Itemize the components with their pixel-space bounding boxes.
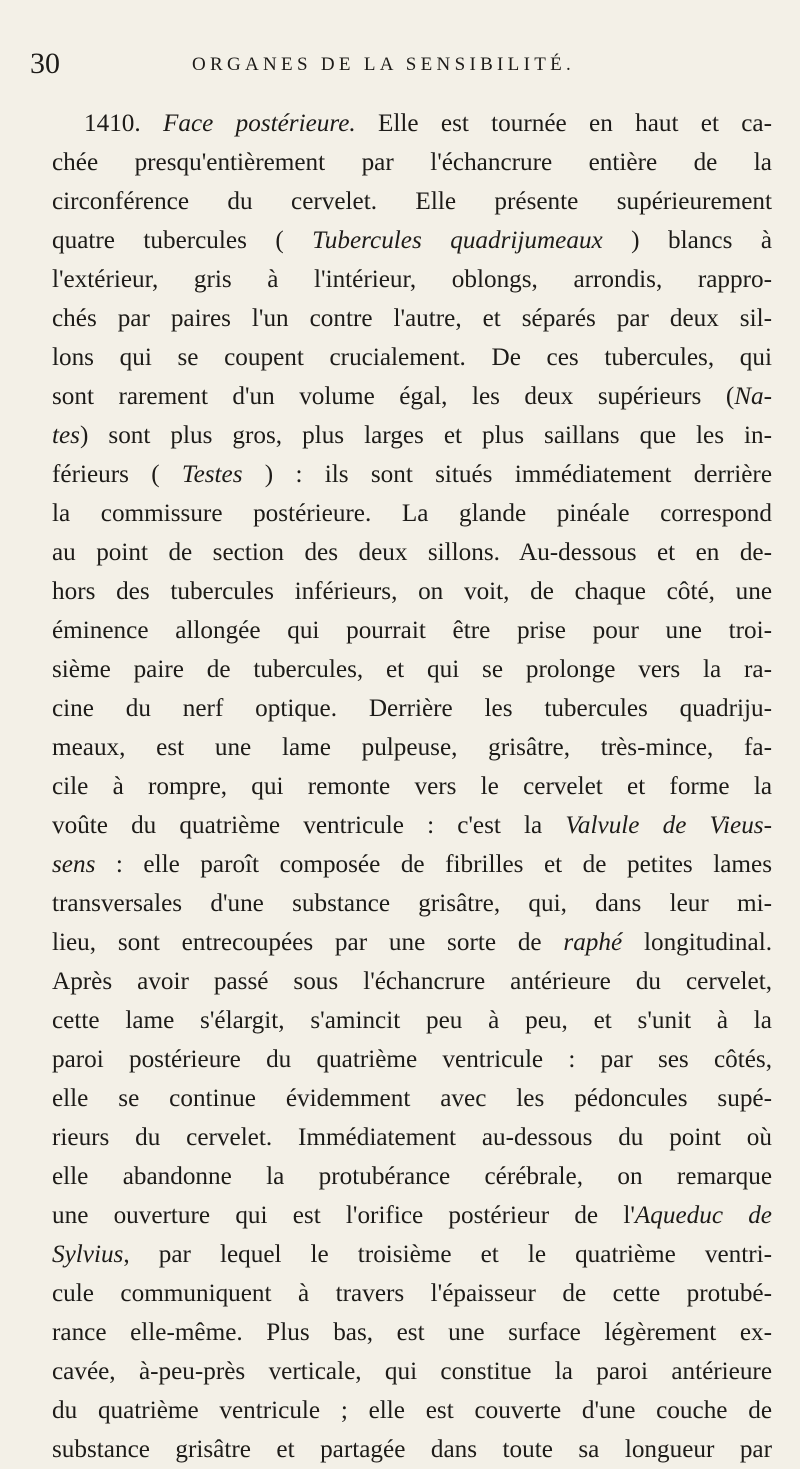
text-segment: ) : ils sont situés immédiatement derrière [242,461,772,488]
text-segment: Elle est tournée en haut et ca- [355,110,772,137]
text-line [52,1274,772,1313]
text-line [52,1352,772,1391]
text-line [52,416,772,455]
page-number: 30 [30,47,60,80]
text-segment: ) sont plus gros, plus larges et plus saillans que les in- [79,422,772,449]
text-line [52,1001,772,1040]
text-line [52,1079,772,1118]
text-line [52,494,772,533]
text-segment: transversales d'une substance grisâtre, qui, dans leur mi- [52,890,772,917]
text-line [52,338,772,377]
text-segment: sième paire de tubercules, et qui se prolonge vers la ra- [52,656,772,683]
text-segment: lieu, sont entrecoupées par une sorte de [52,929,564,956]
text-segment: du quatrième ventricule ; elle est couverte d'une couche de [52,1397,772,1424]
text-line [52,1040,772,1079]
text-line [52,962,772,1001]
text-line [52,728,772,767]
text-segment: sont rarement d'un volume égal, les deux supérieurs ( [52,383,735,410]
text-segment: chés par paires l'un contre l'autre, et séparés par deux sil- [52,305,772,332]
text-line [52,1391,772,1430]
text-segment: éminence allongée qui pourrait être prise pour une troi- [52,617,772,644]
text-line [52,1196,772,1235]
text-segment: quatre tubercules ( [52,227,313,254]
text-line [52,572,772,611]
text-segment: voûte du quatrième ventricule : c'est la [52,812,566,839]
text-line [52,884,772,923]
text-line [52,455,772,494]
text-segment: une ouverture qui est l'orifice postérieur de l' [52,1202,635,1229]
text-segment: : elle paroît composée de fibrilles et de petites lames [95,851,772,878]
text-segment: rieurs du cervelet. Immédiatement au-dessous du point où [52,1124,772,1151]
text-line [52,104,772,143]
text-segment: ) blancs à [602,227,772,254]
text-line [52,260,772,299]
text-segment: rance elle-même. Plus bas, est une surface légèrement ex- [52,1319,772,1346]
text-line [52,143,772,182]
running-head: ORGANES DE LA SENSIBILITÉ. [192,54,576,75]
italic-term: Valvule de Vieus- [565,812,772,839]
text-line [52,533,772,572]
text-line [52,221,772,260]
text-segment: 1410. [84,110,163,137]
text-segment: lons qui se coupent crucialement. De ces tubercules, qui [52,344,772,371]
text-segment: cette lame s'élargit, s'amincit peu à peu, et s'unit à la [52,1007,772,1034]
italic-term: Sylvius [52,1241,124,1268]
text-line [52,650,772,689]
italic-term: Na- [734,383,772,410]
italic-term: raphé [563,929,623,956]
italic-term: sens [52,851,96,878]
text-segment: la commissure postérieure. La glande pinéale correspond [52,500,772,527]
text-line [52,1118,772,1157]
text-segment: Après avoir passé sous l'échancrure antérieure du cervelet, [52,968,772,995]
text-line [52,1235,772,1274]
text-segment: meaux, est une lame pulpeuse, grisâtre, très-mince, fa- [52,734,772,761]
text-line [52,845,772,884]
text-line [52,923,772,962]
italic-term: Testes [181,461,243,488]
text-segment: longitudinal. [622,929,772,956]
text-segment: l'extérieur, gris à l'intérieur, oblongs, arrondis, rappro- [52,266,772,293]
text-segment: chée presqu'entièrement par l'échancrure entière de la [52,149,772,176]
italic-term: Tubercules quadrijumeaux [312,227,603,254]
text-segment: elle abandonne la protubérance cérébrale, on remarque [52,1163,772,1190]
italic-term: Aqueduc de [634,1202,772,1229]
body-text [52,104,772,1469]
text-segment: elle se continue évidemment avec les pédoncules supé- [52,1085,772,1112]
text-line [52,1157,772,1196]
text-segment: , par lequel le troisième et le quatrième ventri- [123,1241,772,1268]
text-segment: substance grisâtre et partagée dans toute sa longueur par [52,1436,772,1463]
text-line [52,182,772,221]
italic-term: tes [52,422,80,449]
italic-term: Face postérieure. [162,110,356,137]
text-line [52,1430,772,1469]
text-line [52,689,772,728]
text-segment: cavée, à-peu-près verticale, qui constitue la paroi antérieure [52,1358,772,1385]
text-line [52,611,772,650]
text-line [52,806,772,845]
text-line [52,767,772,806]
text-segment: cule communiquent à travers l'épaisseur de cette protubé- [52,1280,772,1307]
text-segment: hors des tubercules inférieurs, on voit, de chaque côté, une [52,578,772,605]
text-segment: paroi postérieure du quatrième ventricule : par ses côtés, [52,1046,772,1073]
text-segment: circonférence du cervelet. Elle présente supérieurement [52,188,772,215]
text-line [52,1313,772,1352]
text-segment: férieurs ( [52,461,182,488]
page-header [30,44,770,84]
text-segment: au point de section des deux sillons. Au-dessous et en de- [52,539,772,566]
text-line [52,377,772,416]
text-segment: cile à rompre, qui remonte vers le cervelet et forme la [52,773,772,800]
text-line [52,299,772,338]
text-segment: cine du nerf optique. Derrière les tubercules quadriju- [52,695,772,722]
